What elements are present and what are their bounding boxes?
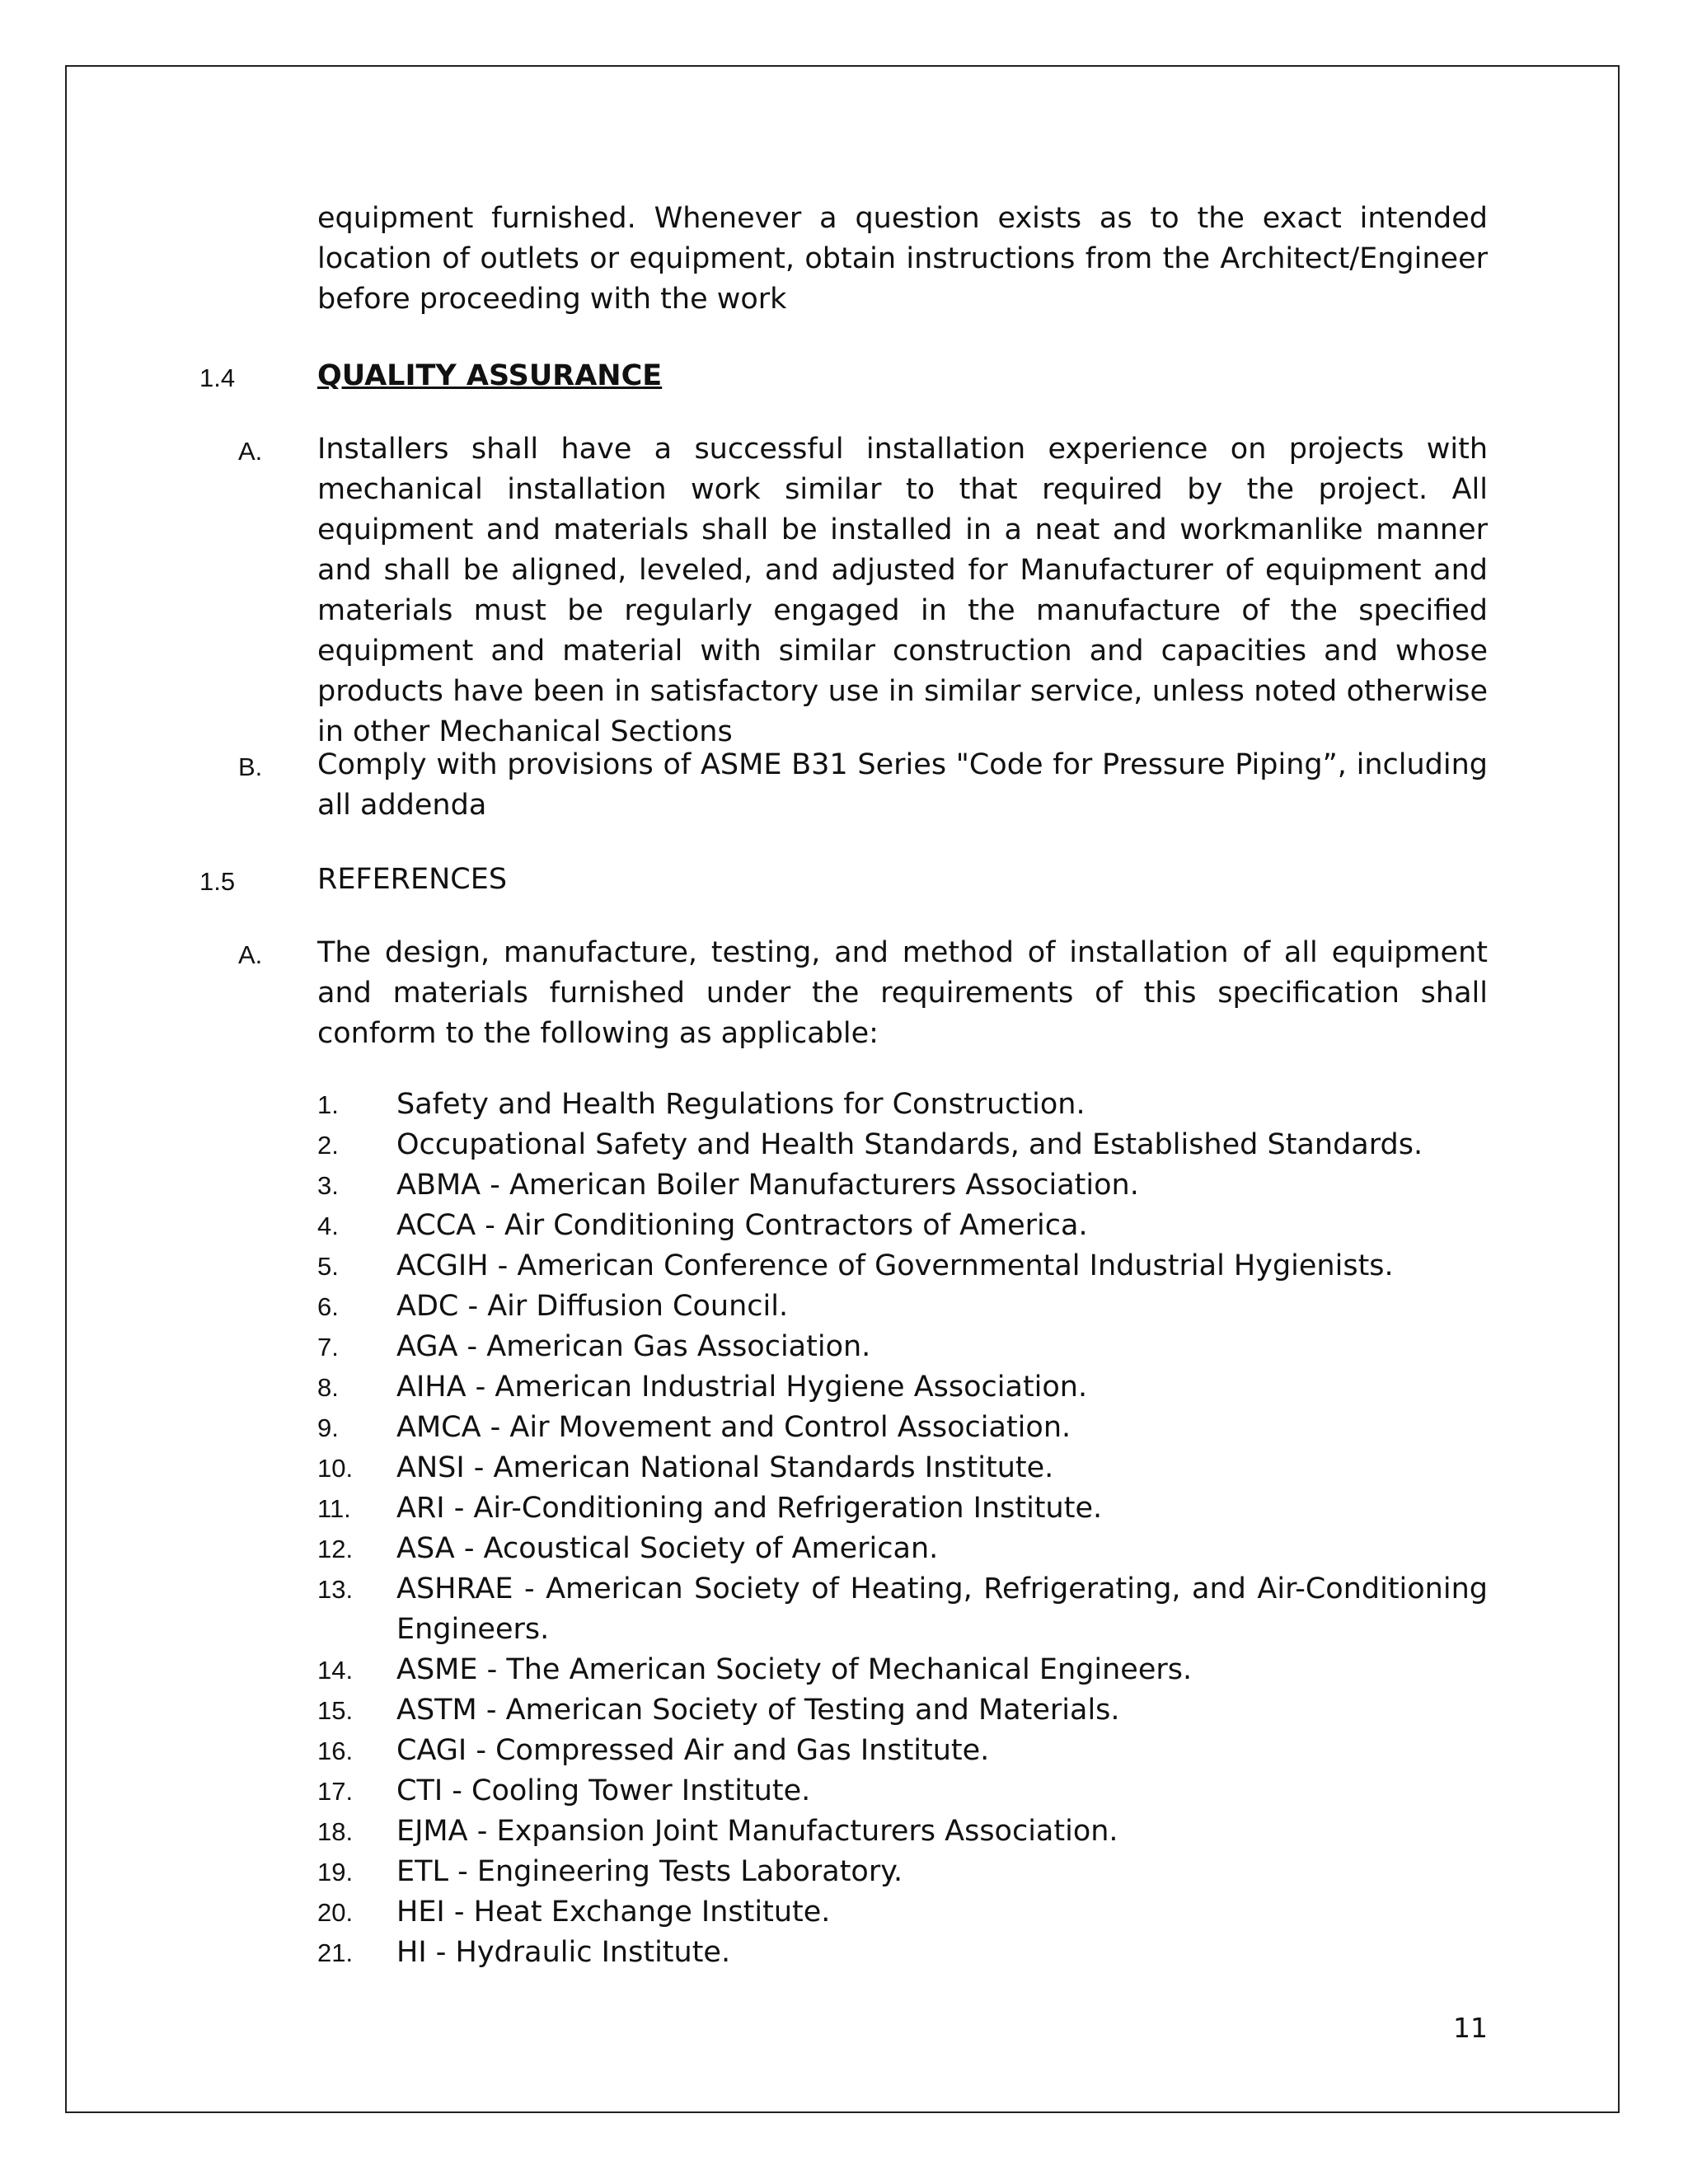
list-item-number: 1.	[317, 1090, 339, 1119]
list-item-text: ARI - Air-Conditioning and Refrigeration Institute.	[396, 1492, 1103, 1525]
list-item	[317, 1246, 1488, 1286]
list-item-text: CTI - Cooling Tower Institute.	[396, 1774, 811, 1807]
list-item-text: AIHA - American Industrial Hygiene Association.	[396, 1371, 1088, 1404]
list-item	[317, 1731, 1488, 1771]
list-item	[317, 1529, 1488, 1569]
list-item-number: 5.	[317, 1252, 339, 1281]
references-list	[317, 1085, 1488, 1973]
list-item-number: 4.	[317, 1212, 339, 1240]
list-item-text: ABMA - American Boiler Manufacturers Association.	[396, 1169, 1139, 1202]
section-1-4-number: 1.4	[199, 363, 236, 392]
list-item	[317, 1125, 1488, 1165]
list-item	[317, 1085, 1488, 1125]
list-item-text: Occupational Safety and Health Standards, and Established Standards.	[396, 1128, 1423, 1161]
section-1-4-b-label: B.	[238, 752, 263, 781]
list-item-number: 17.	[317, 1777, 354, 1806]
list-item-number: 19.	[317, 1858, 354, 1886]
list-item-text: ASME - The American Society of Mechanical Engineers.	[396, 1653, 1193, 1686]
list-item-text: ASA - Acoustical Society of American.	[396, 1532, 939, 1565]
list-item	[317, 1408, 1488, 1448]
list-item-text: ACCA - Air Conditioning Contractors of America.	[396, 1209, 1088, 1242]
list-item-text: HEI - Heat Exchange Institute.	[396, 1896, 831, 1929]
section-1-5-a-text: The design, manufacture, testing, and method of installation of all equipment and materials furnished under the requirements of this specification shall conform to the following as applicable:	[317, 936, 1488, 1050]
section-1-4-b-text: Comply with provisions of ASME B31 Series "Code for Pressure Piping”, including all addenda	[317, 748, 1488, 822]
list-item-number: 13.	[317, 1575, 354, 1604]
list-item-number: 21.	[317, 1938, 354, 1967]
list-item-number: 9.	[317, 1413, 339, 1442]
intro-paragraph: equipment furnished. Whenever a question exists as to the exact intended location of outlets or equipment, obtain instructions from the Architect/Engineer before proceeding with the work	[317, 202, 1488, 316]
page-number: 11	[1453, 2012, 1488, 2044]
list-item-text: ASTM - American Society of Testing and Materials.	[396, 1694, 1120, 1727]
list-item-number: 16.	[317, 1736, 354, 1765]
list-item-number: 18.	[317, 1817, 354, 1846]
list-item	[317, 1771, 1488, 1811]
list-item	[317, 1650, 1488, 1690]
list-item	[317, 1811, 1488, 1852]
list-item	[317, 1933, 1488, 1973]
list-item-number: 10.	[317, 1454, 354, 1483]
list-item	[317, 1448, 1488, 1488]
list-item-number: 12.	[317, 1535, 354, 1563]
list-item	[317, 1327, 1488, 1367]
list-item-text: ETL - Engineering Tests Laboratory.	[396, 1855, 903, 1888]
list-item-number: 3.	[317, 1171, 339, 1200]
list-item	[317, 1206, 1488, 1246]
list-item	[317, 1367, 1488, 1408]
section-1-4-a-text: Installers shall have a successful installation experience on projects with mechanical installation work similar to that required by the project. All equipment and materials shall be installed in a neat and workmanlike manner and shall be aligned, leveled, and adjusted for Manufacturer of equipment and materials must be regularly engaged in the manufacture of the specified equipment and material with similar construction and capacities and whose products have been in satisfactory use in similar service, unless noted otherwise in other Mechanical Sections	[317, 433, 1488, 748]
list-item	[317, 1165, 1488, 1206]
section-1-5-number: 1.5	[199, 867, 236, 896]
list-item-text: AMCA - Air Movement and Control Association.	[396, 1411, 1071, 1444]
list-item-text: EJMA - Expansion Joint Manufacturers Association.	[396, 1815, 1118, 1848]
list-item-text: CAGI - Compressed Air and Gas Institute.	[396, 1734, 990, 1767]
list-item	[317, 1690, 1488, 1731]
list-item-number: 14.	[317, 1656, 354, 1685]
list-item	[317, 1852, 1488, 1892]
list-item-number: 7.	[317, 1333, 339, 1361]
list-item	[317, 1488, 1488, 1529]
list-item-text: Safety and Health Regulations for Construction.	[396, 1088, 1085, 1121]
section-1-4-a-label: A.	[238, 437, 263, 466]
list-item-text: AGA - American Gas Association.	[396, 1330, 871, 1363]
list-item-number: 2.	[317, 1131, 339, 1160]
section-1-4-title: QUALITY ASSURANCE	[317, 359, 663, 392]
list-item-text: ACGIH - American Conference of Governmental Industrial Hygienists.	[396, 1249, 1394, 1282]
list-item	[317, 1569, 1488, 1650]
list-item-number: 6.	[317, 1292, 339, 1321]
list-item-number: 20.	[317, 1898, 354, 1927]
list-item	[317, 1286, 1488, 1327]
section-1-5-a-label: A.	[238, 940, 263, 969]
list-item-text: ANSI - American National Standards Institute.	[396, 1451, 1054, 1484]
list-item-text: ASHRAE - American Society of Heating, Refrigerating, and Air-Conditioning Engineers.	[396, 1572, 1488, 1646]
list-item	[317, 1892, 1488, 1933]
list-item-number: 15.	[317, 1696, 354, 1725]
list-item-number: 8.	[317, 1373, 339, 1402]
list-item-text: ADC - Air Diffusion Council.	[396, 1290, 789, 1323]
section-1-5-title: REFERENCES	[317, 863, 508, 896]
list-item-number: 11.	[317, 1494, 351, 1523]
list-item-text: HI - Hydraulic Institute.	[396, 1936, 731, 1969]
